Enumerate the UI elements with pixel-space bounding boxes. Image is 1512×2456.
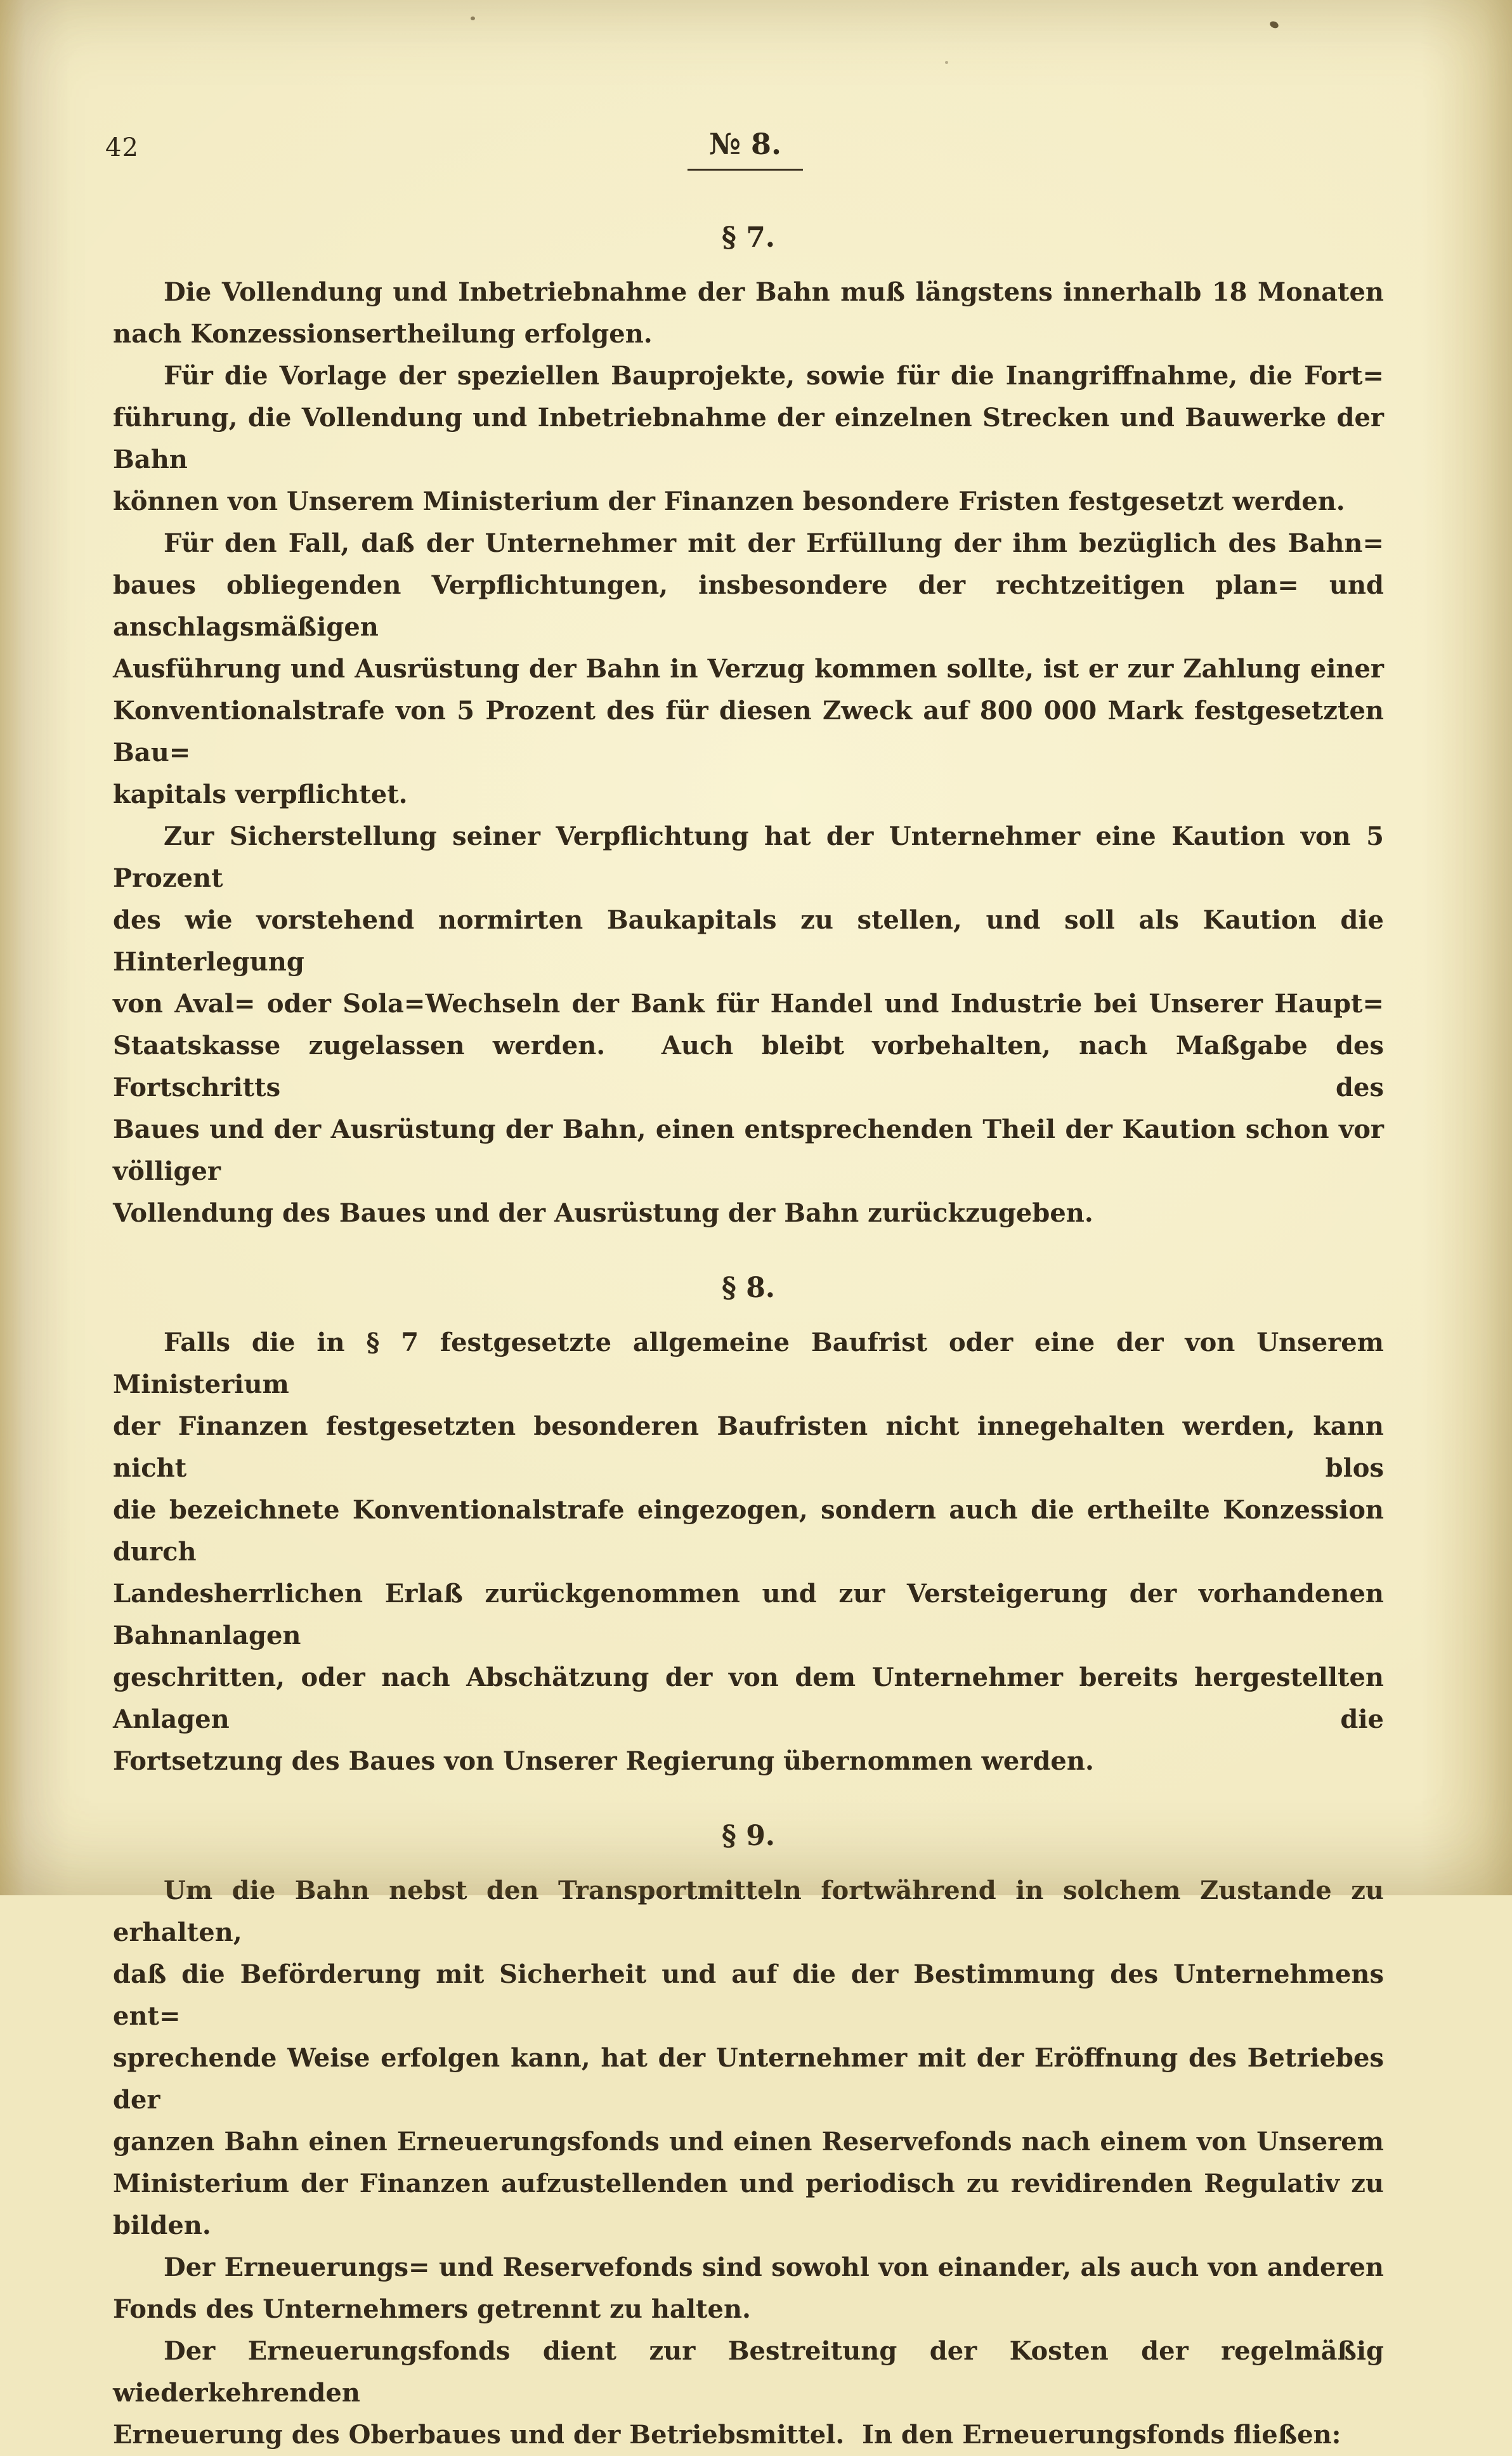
paragraph bbox=[113, 2247, 1384, 2330]
document-sections bbox=[113, 202, 1393, 2456]
paper-speck bbox=[471, 16, 475, 20]
text-line: Zur Sicherstellung seiner Verpflichtung hat der Unternehmer eine Kaution von 5 Prozent bbox=[113, 821, 1393, 893]
text-line: Vollendung des Baues und der Ausrüstung der Bahn zurückzugeben. bbox=[113, 1198, 1093, 1228]
text-line: kapitals verpflichtet. bbox=[113, 780, 408, 809]
document-section bbox=[113, 1815, 1393, 2456]
text-line: Staatskasse zugelassen werden. Auch bleibt vorbehalten, nach Maßgabe des Fortschritts des bbox=[113, 1031, 1393, 1102]
text-line: Der Erneuerungs= und Reservefonds sind sowohl von einander, als auch von anderen bbox=[164, 2252, 1384, 2282]
paragraph bbox=[113, 271, 1384, 355]
text-line: Die Vollendung und Inbetriebnahme der Bahn muß längstens innerhalb 18 Monaten bbox=[164, 277, 1384, 307]
paragraph bbox=[113, 523, 1393, 816]
document-section bbox=[113, 1267, 1393, 1782]
section-heading: § 7. bbox=[721, 221, 776, 254]
paragraph bbox=[113, 1322, 1393, 1782]
text-line: daß die Beförderung mit Sicherheit und auf die der Bestimmung des Unternehmens ent= bbox=[113, 1959, 1393, 2031]
text-line: Falls die in § 7 festgesetzte allgemeine Baufrist oder eine der von Unserem Ministerium bbox=[113, 1328, 1393, 1399]
text-line: Fonds des Unternehmers getrennt zu halten. bbox=[113, 2294, 751, 2324]
text-line: des wie vorstehend normirten Baukapitals zu stellen, und soll als Kaution die Hinterlegung bbox=[113, 905, 1393, 977]
text-line: führung, die Vollendung und Inbetriebnahme der einzelnen Strecken und Bauwerke der Bahn bbox=[113, 403, 1393, 474]
text-line: der Finanzen festgesetzten besonderen Baufristen nicht innegehalten werden, kann nicht blos bbox=[113, 1411, 1393, 1483]
text-line: Erneuerung des Oberbaues und der Betriebsmittel. In den Erneuerungsfonds fließen: bbox=[113, 2420, 1341, 2450]
paragraph bbox=[113, 816, 1393, 1234]
text-line: Für den Fall, daß der Unternehmer mit der Erfüllung der ihm bezüglich des Bahn= bbox=[164, 528, 1384, 558]
paragraph bbox=[113, 1870, 1393, 2247]
text-line: Landesherrlichen Erlaß zurückgenommen und zur Versteigerung der vorhandenen Bahnanlagen bbox=[113, 1579, 1393, 1650]
paragraph bbox=[113, 2330, 1393, 2456]
text-line: Für die Vorlage der speziellen Bauprojekte, sowie für die Inangriffnahme, die Fort= bbox=[164, 361, 1384, 391]
paper-speck bbox=[1269, 20, 1280, 30]
page-header bbox=[105, 127, 1385, 184]
text-line: Fortsetzung des Baues von Unserer Regierung übernommen werden. bbox=[113, 1746, 1094, 1776]
text-line: Ministerium der Finanzen aufzustellenden und periodisch zu revidirenden Regulativ zu bilden. bbox=[113, 2169, 1393, 2240]
section-heading: § 9. bbox=[721, 1820, 776, 1852]
text-line: nach Konzessionsertheilung erfolgen. bbox=[113, 319, 653, 349]
text-line: Baues und der Ausrüstung der Bahn, einen entsprechenden Theil der Kaution schon vor völliger bbox=[113, 1114, 1393, 1186]
text-line: sprechende Weise erfolgen kann, hat der Unternehmer mit der Eröffnung des Betriebes der bbox=[113, 2043, 1393, 2115]
section-heading: § 8. bbox=[721, 1272, 776, 1304]
paper-speck bbox=[945, 61, 948, 64]
text-line: ganzen Bahn einen Erneuerungsfonds und einen Reservefonds nach einem von Unserem bbox=[113, 2127, 1384, 2157]
text-line: Der Erneuerungsfonds dient zur Bestreitung der Kosten der regelmäßig wiederkehrenden bbox=[113, 2336, 1393, 2408]
text-line: Konventionalstrafe von 5 Prozent des für diesen Zweck auf 800 000 Mark festgesetzten Bau= bbox=[113, 696, 1393, 768]
text-line: Um die Bahn nebst den Transportmitteln fortwährend in solchem Zustande zu erhalten, bbox=[113, 1876, 1393, 1947]
text-line: von Aval= oder Sola=Wechseln der Bank für Handel und Industrie bei Unserer Haupt= bbox=[113, 989, 1384, 1019]
text-line: können von Unserem Ministerium der Finanzen besondere Fristen festgesetzt werden. bbox=[113, 487, 1345, 516]
text-line: Ausführung und Ausrüstung der Bahn in Verzug kommen sollte, ist er zur Zahlung einer bbox=[113, 654, 1384, 684]
issue-number: № 8. bbox=[688, 127, 803, 171]
page-number: 42 bbox=[105, 133, 139, 162]
text-line: die bezeichnete Konventionalstrafe eingezogen, sondern auch die ertheilte Konzession durch bbox=[113, 1495, 1393, 1567]
text-line: baues obliegenden Verpflichtungen, insbesondere der rechtzeitigen plan= und anschlagsmäßigen bbox=[113, 570, 1393, 642]
document-section bbox=[113, 217, 1393, 1234]
paragraph bbox=[113, 355, 1393, 523]
text-line: geschritten, oder nach Abschätzung der von dem Unternehmer bereits hergestellten Anlagen die bbox=[113, 1662, 1393, 1734]
